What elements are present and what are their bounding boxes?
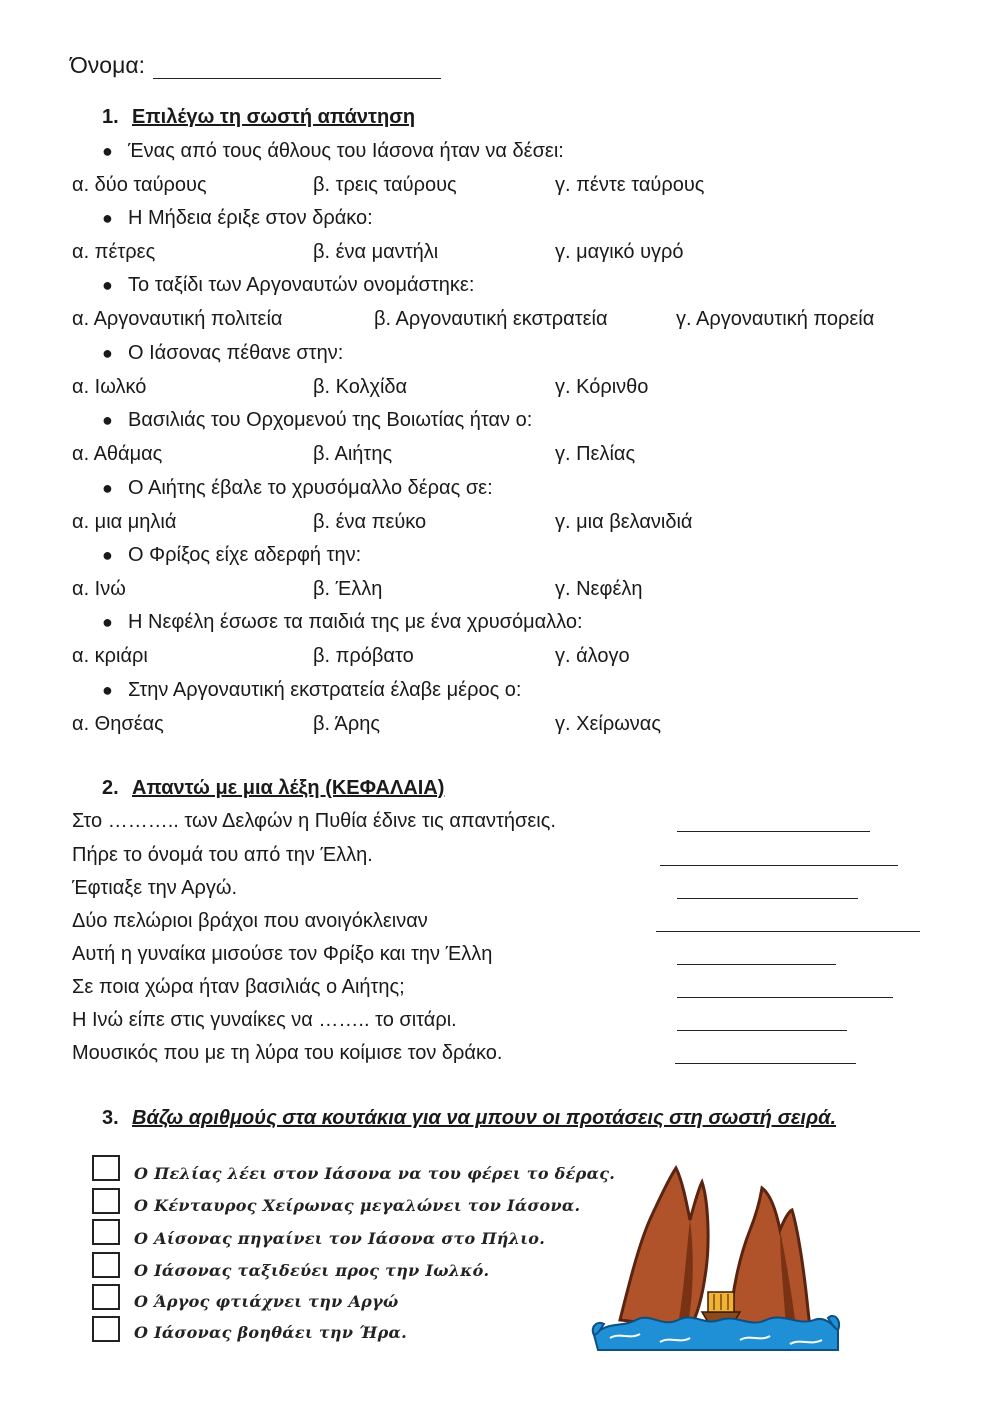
name-blank-line[interactable] bbox=[153, 56, 441, 79]
order-sentence: Ο Πελίας λέει στον Ιάσονα να του φέρει το δέρας. bbox=[134, 1164, 616, 1183]
answer-line[interactable] bbox=[677, 898, 858, 899]
bullet-icon: ● bbox=[102, 410, 113, 430]
question-text: Η Νεφέλη έσωσε τα παιδιά της με ένα χρυσόμαλλο: bbox=[128, 611, 583, 633]
fill-prompt: Στο ……….. των Δελφών η Πυθία έδινε τις απαντήσεις. bbox=[72, 810, 556, 832]
order-box[interactable] bbox=[92, 1284, 120, 1310]
answer-line[interactable] bbox=[675, 1063, 856, 1064]
option-b[interactable]: β. Έλλη bbox=[313, 578, 383, 600]
clashing-rocks-illustration bbox=[590, 1160, 840, 1355]
order-sentence: Ο Ιάσονας βοηθάει την Ήρα. bbox=[134, 1323, 408, 1342]
option-a[interactable]: α. πέτρες bbox=[72, 241, 156, 263]
option-b[interactable]: β. τρεις ταύρους bbox=[313, 174, 457, 196]
question-2 bbox=[102, 207, 373, 230]
option-c[interactable]: γ. μια βελανιδιά bbox=[555, 511, 693, 533]
section-1-title: Επιλέγω τη σωστή απάντηση bbox=[132, 106, 416, 128]
fill-prompt: Η Ινώ είπε στις γυναίκες να …….. το σιτάρι. bbox=[72, 1009, 457, 1031]
option-a[interactable]: α. Αθάμας bbox=[72, 443, 163, 465]
section-1-number: 1. bbox=[102, 106, 119, 128]
order-sentence: Ο Αίσονας πηγαίνει τον Ιάσονα στο Πήλιο. bbox=[134, 1229, 546, 1248]
bullet-icon: ● bbox=[102, 612, 113, 632]
fill-prompt: Σε ποια χώρα ήταν βασιλιάς ο Αιήτης; bbox=[72, 976, 405, 998]
option-c[interactable]: γ. άλογο bbox=[555, 645, 630, 667]
answer-line[interactable] bbox=[660, 865, 898, 866]
question-text: Ο Αιήτης έβαλε το χρυσόμαλλο δέρας σε: bbox=[128, 477, 493, 499]
question-4 bbox=[102, 342, 343, 365]
section-2-number: 2. bbox=[102, 777, 119, 799]
order-sentence: Ο Ιάσονας ταξιδεύει προς την Ιωλκό. bbox=[134, 1261, 490, 1280]
option-c[interactable]: γ. Χείρωνας bbox=[555, 713, 662, 735]
section-1-heading bbox=[102, 106, 415, 129]
question-9 bbox=[102, 679, 521, 702]
option-c[interactable]: γ. πέντε ταύρους bbox=[555, 174, 705, 196]
question-8 bbox=[102, 611, 583, 634]
question-text: Βασιλιάς του Ορχομενού της Βοιωτίας ήταν ο: bbox=[128, 409, 533, 431]
option-c[interactable]: γ. μαγικό υγρό bbox=[555, 241, 684, 263]
question-3 bbox=[102, 274, 474, 297]
bullet-icon: ● bbox=[102, 680, 113, 700]
option-b[interactable]: β. Αιήτης bbox=[313, 443, 393, 465]
section-3-number: 3. bbox=[102, 1107, 119, 1129]
option-b[interactable]: β. πρόβατο bbox=[313, 645, 414, 667]
question-text: Η Μήδεια έριξε στον δράκο: bbox=[128, 207, 373, 229]
section-3-title: Βάζω αριθμούς στα κουτάκια για να μπουν οι προτάσεις στη σωστή σειρά. bbox=[132, 1107, 837, 1129]
question-1 bbox=[102, 140, 564, 163]
question-text: Στην Αργοναυτική εκστρατεία έλαβε μέρος ο: bbox=[128, 679, 522, 701]
bullet-icon: ● bbox=[102, 478, 113, 498]
option-c[interactable]: γ. Πελίας bbox=[555, 443, 636, 465]
option-b[interactable]: β. ένα πεύκο bbox=[313, 511, 427, 533]
order-box[interactable] bbox=[92, 1188, 120, 1214]
question-5 bbox=[102, 409, 532, 432]
fill-prompt: Δύο πελώριοι βράχοι που ανοιγόκλειναν bbox=[72, 910, 428, 932]
order-box[interactable] bbox=[92, 1252, 120, 1278]
order-box[interactable] bbox=[92, 1219, 120, 1245]
fill-prompt: Πήρε το όνομά του από την Έλλη. bbox=[72, 844, 373, 866]
answer-line[interactable] bbox=[677, 1030, 847, 1031]
bullet-icon: ● bbox=[102, 545, 113, 565]
student-name-field[interactable] bbox=[70, 52, 441, 79]
option-a[interactable]: α. Αργοναυτική πολιτεία bbox=[72, 308, 283, 330]
section-2-title: Απαντώ με μια λέξη (ΚΕΦΑΛΑΙΑ) bbox=[132, 777, 445, 799]
option-a[interactable]: α. Ιωλκό bbox=[72, 376, 147, 398]
option-c[interactable]: γ. Νεφέλη bbox=[555, 578, 643, 600]
bullet-icon: ● bbox=[102, 343, 113, 363]
question-6 bbox=[102, 477, 493, 500]
option-b[interactable]: β. ένα μαντήλι bbox=[313, 241, 439, 263]
option-c[interactable]: γ. Αργοναυτική πορεία bbox=[676, 308, 875, 330]
section-3-heading bbox=[102, 1107, 836, 1130]
order-sentence: Ο Κένταυρος Χείρωνας μεγαλώνει τον Ιάσονα. bbox=[134, 1196, 581, 1215]
answer-line[interactable] bbox=[677, 964, 836, 965]
right-rock bbox=[730, 1188, 810, 1328]
answer-line[interactable] bbox=[677, 831, 870, 832]
order-box[interactable] bbox=[92, 1155, 120, 1181]
option-b[interactable]: β. Κολχίδα bbox=[313, 376, 408, 398]
question-text: Ένας από τους άθλους του Ιάσονα ήταν να δέσει: bbox=[128, 140, 564, 162]
question-text: Ο Φρίξος είχε αδερφή την: bbox=[128, 544, 362, 566]
order-box[interactable] bbox=[92, 1316, 120, 1342]
option-b[interactable]: β. Άρης bbox=[313, 713, 381, 735]
option-b[interactable]: β. Αργοναυτική εκστρατεία bbox=[374, 308, 608, 330]
option-a[interactable]: α. μια μηλιά bbox=[72, 511, 177, 533]
answer-line[interactable] bbox=[656, 931, 920, 932]
section-2-heading bbox=[102, 777, 444, 800]
option-a[interactable]: α. κριάρι bbox=[72, 645, 148, 667]
answer-line[interactable] bbox=[677, 997, 893, 998]
option-c[interactable]: γ. Κόρινθο bbox=[555, 376, 649, 398]
question-7 bbox=[102, 544, 361, 567]
question-text: Ο Ιάσονας πέθανε στην: bbox=[128, 342, 344, 364]
option-a[interactable]: α. δύο ταύρους bbox=[72, 174, 207, 196]
bullet-icon: ● bbox=[102, 275, 113, 295]
fill-prompt: Έφτιαξε την Αργώ. bbox=[72, 877, 238, 899]
question-text: Το ταξίδι των Αργοναυτών ονομάστηκε: bbox=[128, 274, 475, 296]
option-a[interactable]: α. Ινώ bbox=[72, 578, 126, 600]
left-rock bbox=[620, 1168, 708, 1328]
bullet-icon: ● bbox=[102, 141, 113, 161]
order-sentence: Ο Άργος φτιάχνει την Αργώ bbox=[134, 1292, 399, 1311]
fill-prompt: Αυτή η γυναίκα μισούσε τον Φρίξο και την Έλλη bbox=[72, 943, 493, 965]
fill-prompt: Μουσικός που με τη λύρα του κοίμισε τον δράκο. bbox=[72, 1042, 503, 1064]
sea-waves bbox=[594, 1317, 838, 1350]
bullet-icon: ● bbox=[102, 208, 113, 228]
name-label: Όνομα: bbox=[70, 52, 146, 78]
option-a[interactable]: α. Θησέας bbox=[72, 713, 164, 735]
